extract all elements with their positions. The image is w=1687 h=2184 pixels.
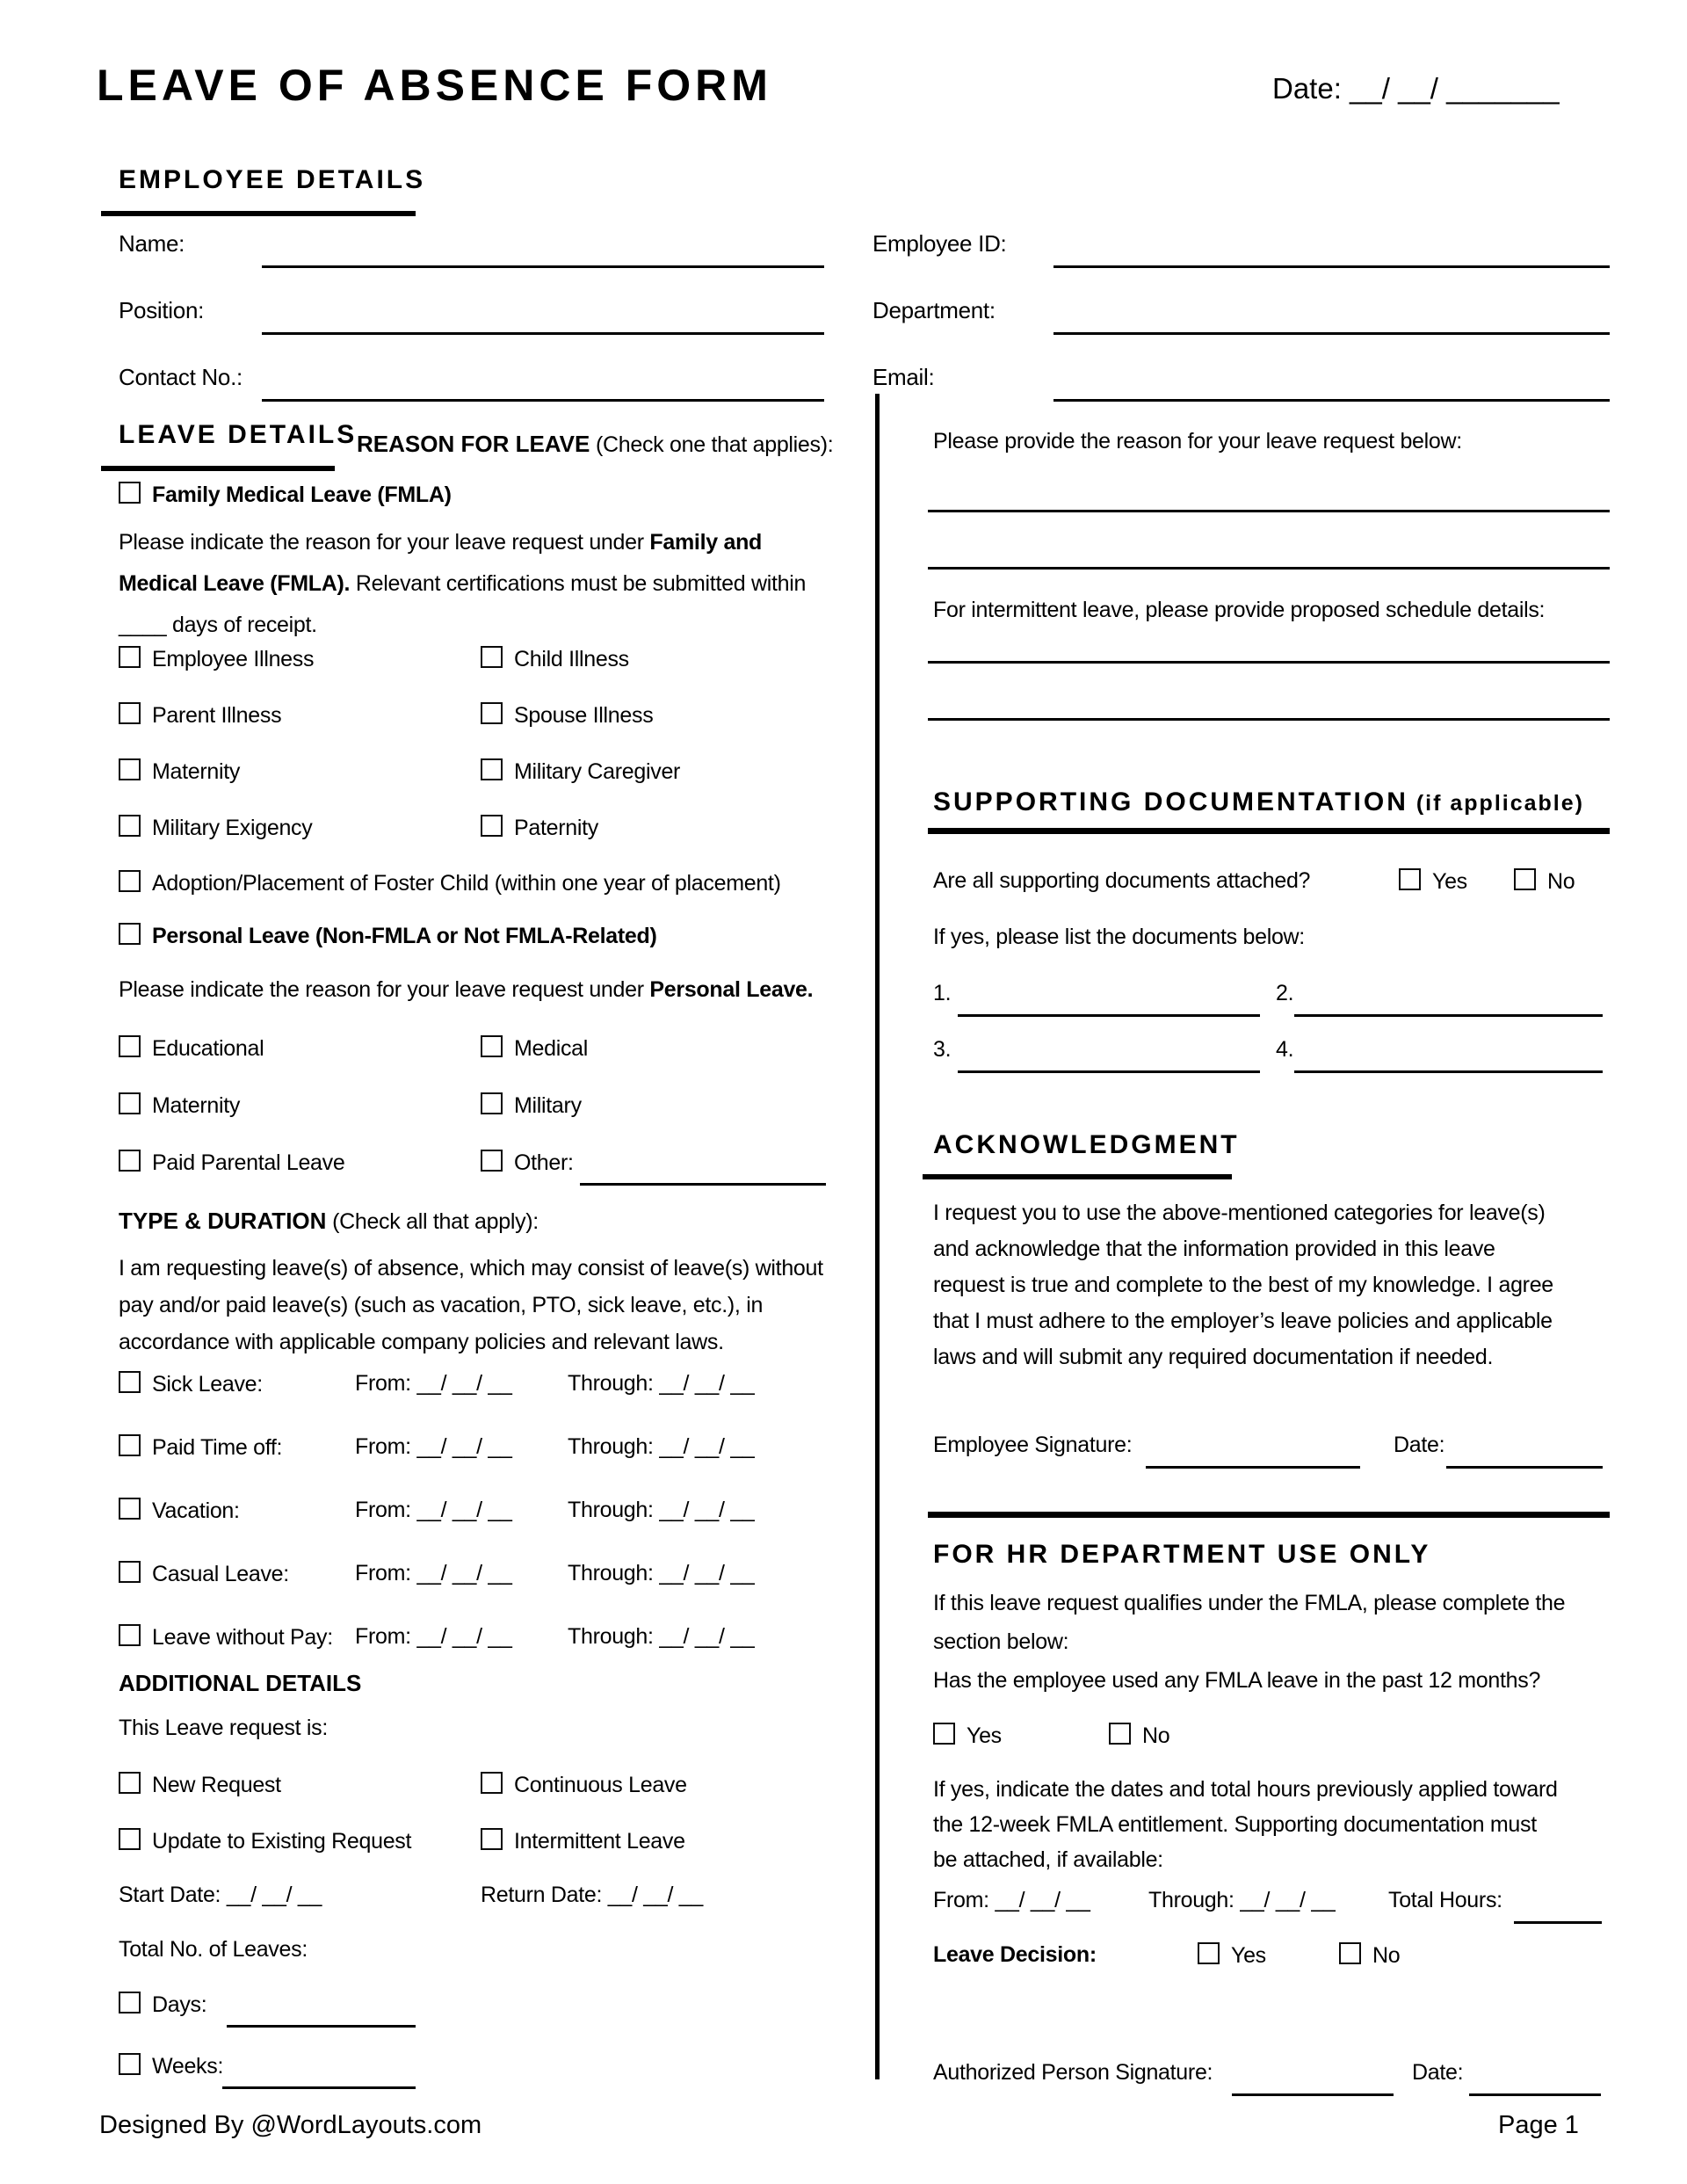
hr-section-divider <box>928 1512 1610 1518</box>
educational-checkbox[interactable] <box>119 1035 141 1057</box>
ack-date-label: Date: <box>1394 1433 1445 1457</box>
fmla-option <box>119 482 830 517</box>
employee-id-label: Employee ID: <box>872 230 1007 257</box>
start-return-row: Start Date: __/ __/ __ Return Date: __/ __/ __ <box>119 1883 704 1907</box>
update-request-checkbox[interactable] <box>119 1828 141 1850</box>
document-3-field[interactable] <box>958 1070 1260 1073</box>
hr-intro: If this leave request qualifies under the FMLA, please complete the section below: <box>933 1591 1566 1654</box>
employee-id-field[interactable] <box>1053 265 1610 268</box>
spouse-illness-checkbox[interactable] <box>481 702 503 724</box>
pto-checkbox[interactable] <box>119 1434 141 1456</box>
medical-checkbox[interactable] <box>481 1035 503 1057</box>
personal-maternity-checkbox[interactable] <box>119 1092 141 1114</box>
fmla-options-row-2: Parent Illness Spouse Illness <box>119 702 830 737</box>
document-1-field[interactable] <box>958 1014 1260 1017</box>
hr-from-blank[interactable]: __/ __/ __ <box>995 1888 1090 1912</box>
weeks-row: Weeks: <box>119 2053 830 2088</box>
hr-heading: FOR HR DEPARTMENT USE ONLY <box>933 1540 1431 1569</box>
leave-details-underline <box>101 466 335 471</box>
days-field[interactable] <box>227 2025 416 2028</box>
personal-options-row-3: Paid Parental Leave Other: <box>119 1150 830 1185</box>
request-type-row-2: Update to Existing Request Intermittent Leave <box>119 1828 830 1863</box>
column-divider <box>875 394 880 2079</box>
email-label: Email: <box>872 364 935 390</box>
intermittent-leave-checkbox[interactable] <box>481 1828 503 1850</box>
days-row: Days: <box>119 1992 830 2027</box>
employee-row-1 <box>119 230 830 265</box>
military-exigency-checkbox[interactable] <box>119 815 141 837</box>
reason-line-2[interactable] <box>928 567 1610 570</box>
continuous-leave-checkbox[interactable] <box>481 1772 503 1794</box>
sick-from-blank[interactable]: __/ __/ __ <box>416 1371 512 1396</box>
pto-from-blank[interactable]: __/ __/ __ <box>416 1434 512 1459</box>
lwp-checkbox[interactable] <box>119 1624 141 1646</box>
personal-paragraph: Please indicate the reason for your leave request under Personal Leave. <box>119 977 814 1002</box>
employee-details-underline <box>101 211 416 216</box>
sick-leave-row: Sick Leave: From: __/ __/ __ Through: __/ __/ __ <box>119 1371 830 1406</box>
weeks-field[interactable] <box>222 2086 416 2089</box>
adoption-option-row: Adoption/Placement of Foster Child (within one year of placement) <box>119 870 830 905</box>
personal-leave-checkbox[interactable] <box>119 923 141 945</box>
fmla-options-row-1: Employee Illness Child Illness <box>119 646 830 681</box>
paid-parental-leave-checkbox[interactable] <box>119 1150 141 1172</box>
maternity-checkbox[interactable] <box>119 758 141 780</box>
hr-date-field[interactable] <box>1469 2093 1601 2096</box>
email-field[interactable] <box>1053 399 1610 402</box>
leave-decision-label: Leave Decision: <box>933 1942 1097 1967</box>
hr-indicate-paragraph: If yes, indicate the dates and total hours previously applied toward the 12-week FMLA entitlement. Supporting documentation must be attached, if available: <box>933 1777 1558 1872</box>
days-checkbox[interactable] <box>119 1992 141 2013</box>
reason-line-1[interactable] <box>928 510 1610 512</box>
vacation-through-blank[interactable]: __/ __/ __ <box>659 1498 755 1522</box>
department-label: Department: <box>872 297 996 323</box>
request-type-row-1: New Request Continuous Leave <box>119 1772 830 1807</box>
document-2-field[interactable] <box>1294 1014 1603 1017</box>
hr-fmla-question: Has the employee used any FMLA leave in the past 12 months? <box>933 1668 1541 1693</box>
employee-signature-row <box>933 1433 1618 1468</box>
sick-leave-checkbox[interactable] <box>119 1371 141 1393</box>
other-field[interactable] <box>580 1183 826 1186</box>
type-duration-title: TYPE & DURATION (Check all that apply): <box>119 1208 539 1234</box>
total-hours-field[interactable] <box>1514 1921 1602 1924</box>
weeks-checkbox[interactable] <box>119 2053 141 2075</box>
personal-options-row-2: Maternity Military <box>119 1092 830 1128</box>
additional-details-heading: ADDITIONAL DETAILS <box>119 1670 362 1696</box>
fmla-options-row-4: Military Exigency Paternity <box>119 815 830 850</box>
vacation-from-blank[interactable]: __/ __/ __ <box>416 1498 512 1522</box>
other-checkbox[interactable] <box>481 1150 503 1172</box>
decision-no-checkbox[interactable] <box>1339 1942 1361 1964</box>
parent-illness-checkbox[interactable] <box>119 702 141 724</box>
vacation-checkbox[interactable] <box>119 1498 141 1520</box>
child-illness-checkbox[interactable] <box>481 646 503 668</box>
supporting-no-checkbox[interactable] <box>1514 868 1536 890</box>
casual-through-blank[interactable]: __/ __/ __ <box>659 1561 755 1585</box>
casual-leave-checkbox[interactable] <box>119 1561 141 1583</box>
reason-for-leave-title: REASON FOR LEAVE (Check one that applies): <box>357 431 834 457</box>
casual-from-blank[interactable]: __/ __/ __ <box>416 1561 512 1585</box>
adoption-checkbox[interactable] <box>119 870 141 892</box>
supporting-doc-underline <box>928 828 1610 834</box>
casual-leave-row: Casual Leave: From: __/ __/ __ Through: __/ __/ __ <box>119 1561 830 1596</box>
total-hours-label: Total Hours: <box>1388 1888 1502 1912</box>
authorized-signature-label: Authorized Person Signature: <box>933 2060 1213 2085</box>
paternity-checkbox[interactable] <box>481 815 503 837</box>
leave-decision-row: Leave Decision: Yes No <box>933 1942 1401 1968</box>
military-checkbox[interactable] <box>481 1092 503 1114</box>
supporting-yes-checkbox[interactable] <box>1399 868 1421 890</box>
hr-no-checkbox[interactable] <box>1109 1723 1131 1745</box>
documents-attached-question: Are all supporting documents attached? <box>933 868 1311 893</box>
pto-row: Paid Time off: From: __/ __/ __ Through: __/ __/ __ <box>119 1434 830 1469</box>
supporting-doc-heading: SUPPORTING DOCUMENTATION (if applicable) <box>933 787 1584 816</box>
hr-through-blank[interactable]: __/ __/ __ <box>1240 1888 1336 1912</box>
fmla-label: Family Medical Leave (FMLA) <box>152 483 452 507</box>
additional-intro: This Leave request is: <box>119 1716 328 1740</box>
designer-credit: Designed By @WordLayouts.com <box>99 2111 482 2139</box>
decision-yes-checkbox[interactable] <box>1198 1942 1220 1964</box>
acknowledgment-heading: ACKNOWLEDGMENT <box>933 1130 1240 1159</box>
department-field[interactable] <box>1053 332 1610 335</box>
position-label: Position: <box>119 297 205 323</box>
lwp-row: Leave without Pay: From: __/ __/ __ Through: __/ __/ __ <box>119 1624 830 1659</box>
name-field[interactable] <box>262 265 824 268</box>
authorized-signature-field[interactable] <box>1232 2093 1394 2096</box>
header-date-row <box>1272 72 1560 105</box>
hr-dates-row: From: __/ __/ __ Through: __/ __/ __ Total Hours: <box>933 1888 1502 1912</box>
total-leaves-label: Total No. of Leaves: <box>119 1937 308 1962</box>
list-documents-prompt: If yes, please list the documents below: <box>933 925 1305 949</box>
ack-date-field[interactable] <box>1446 1466 1603 1469</box>
authorized-signature-row <box>933 2060 1618 2095</box>
documents-row-2: 3. 4. <box>933 1037 1294 1062</box>
page-title: LEAVE OF ABSENCE FORM <box>97 61 772 110</box>
return-date-blank[interactable]: __/ __/ __ <box>607 1883 704 1907</box>
contact-label: Contact No.: <box>119 364 243 390</box>
employee-signature-field[interactable] <box>1146 1466 1360 1469</box>
intermittent-line-2[interactable] <box>928 718 1610 721</box>
header-date-label: Date: <box>1272 72 1342 105</box>
fmla-options-row-3: Maternity Military Caregiver <box>119 758 830 794</box>
hr-date-label: Date: <box>1412 2060 1464 2085</box>
pto-through-blank[interactable]: __/ __/ __ <box>659 1434 755 1459</box>
documents-row-1: 1. 2. <box>933 981 1294 1005</box>
acknowledgment-paragraph: I request you to use the above-mentioned categories for leave(s) and acknowledge that the information provided in this leave request is true and complete to the best of my knowledge. I agree that I must adhere to the employer’s leave policies and applicable laws and will submit any required documentation if needed. <box>933 1201 1553 1369</box>
vacation-row: Vacation: From: __/ __/ __ Through: __/ __/ __ <box>119 1498 830 1533</box>
lwp-through-blank[interactable]: __/ __/ __ <box>659 1624 755 1649</box>
page-number: Page 1 <box>1498 2111 1579 2139</box>
reason-prompt: Please provide the reason for your leave request below: <box>933 429 1462 453</box>
acknowledgment-underline <box>923 1174 1232 1179</box>
lwp-from-blank[interactable]: __/ __/ __ <box>416 1624 512 1649</box>
hr-yes-checkbox[interactable] <box>933 1723 955 1745</box>
name-label: Name: <box>119 230 185 257</box>
military-caregiver-checkbox[interactable] <box>481 758 503 780</box>
new-request-checkbox[interactable] <box>119 1772 141 1794</box>
position-field[interactable] <box>262 332 824 335</box>
documents-attached-row: Are all supporting documents attached? Yes No <box>933 868 1575 894</box>
intermittent-prompt: For intermittent leave, please provide proposed schedule details: <box>933 598 1546 622</box>
document-4-field[interactable] <box>1294 1070 1603 1073</box>
start-date-blank[interactable]: __/ __/ __ <box>226 1883 322 1907</box>
header-date-blank[interactable]: __/ __/ _______ <box>1350 72 1560 105</box>
personal-leave-option <box>119 923 830 958</box>
type-duration-paragraph: I am requesting leave(s) of absence, which may consist of leave(s) without pay and/or paid leave(s) (such as vacation, PTO, sick leave, etc.), in accordance with applicable company policies and relevant laws. <box>119 1256 823 1354</box>
fmla-paragraph: Please indicate the reason for your leave request under Family and Medical Leave (FMLA). Relevant certifications must be submitted within ____ days of receipt. <box>119 530 807 637</box>
employee-details-heading: EMPLOYEE DETAILS <box>119 165 426 194</box>
employee-illness-checkbox[interactable] <box>119 646 141 668</box>
personal-leave-label: Personal Leave (Non-FMLA or Not FMLA-Related) <box>152 924 657 948</box>
fmla-checkbox[interactable] <box>119 482 141 504</box>
sick-through-blank[interactable]: __/ __/ __ <box>659 1371 755 1396</box>
personal-options-row-1: Educational Medical <box>119 1035 830 1070</box>
hr-yes-no-row: Yes No <box>933 1723 1618 1758</box>
intermittent-line-1[interactable] <box>928 661 1610 664</box>
leave-details-heading: LEAVE DETAILS <box>119 420 358 449</box>
employee-signature-label: Employee Signature: <box>933 1433 1133 1457</box>
contact-field[interactable] <box>262 399 824 402</box>
